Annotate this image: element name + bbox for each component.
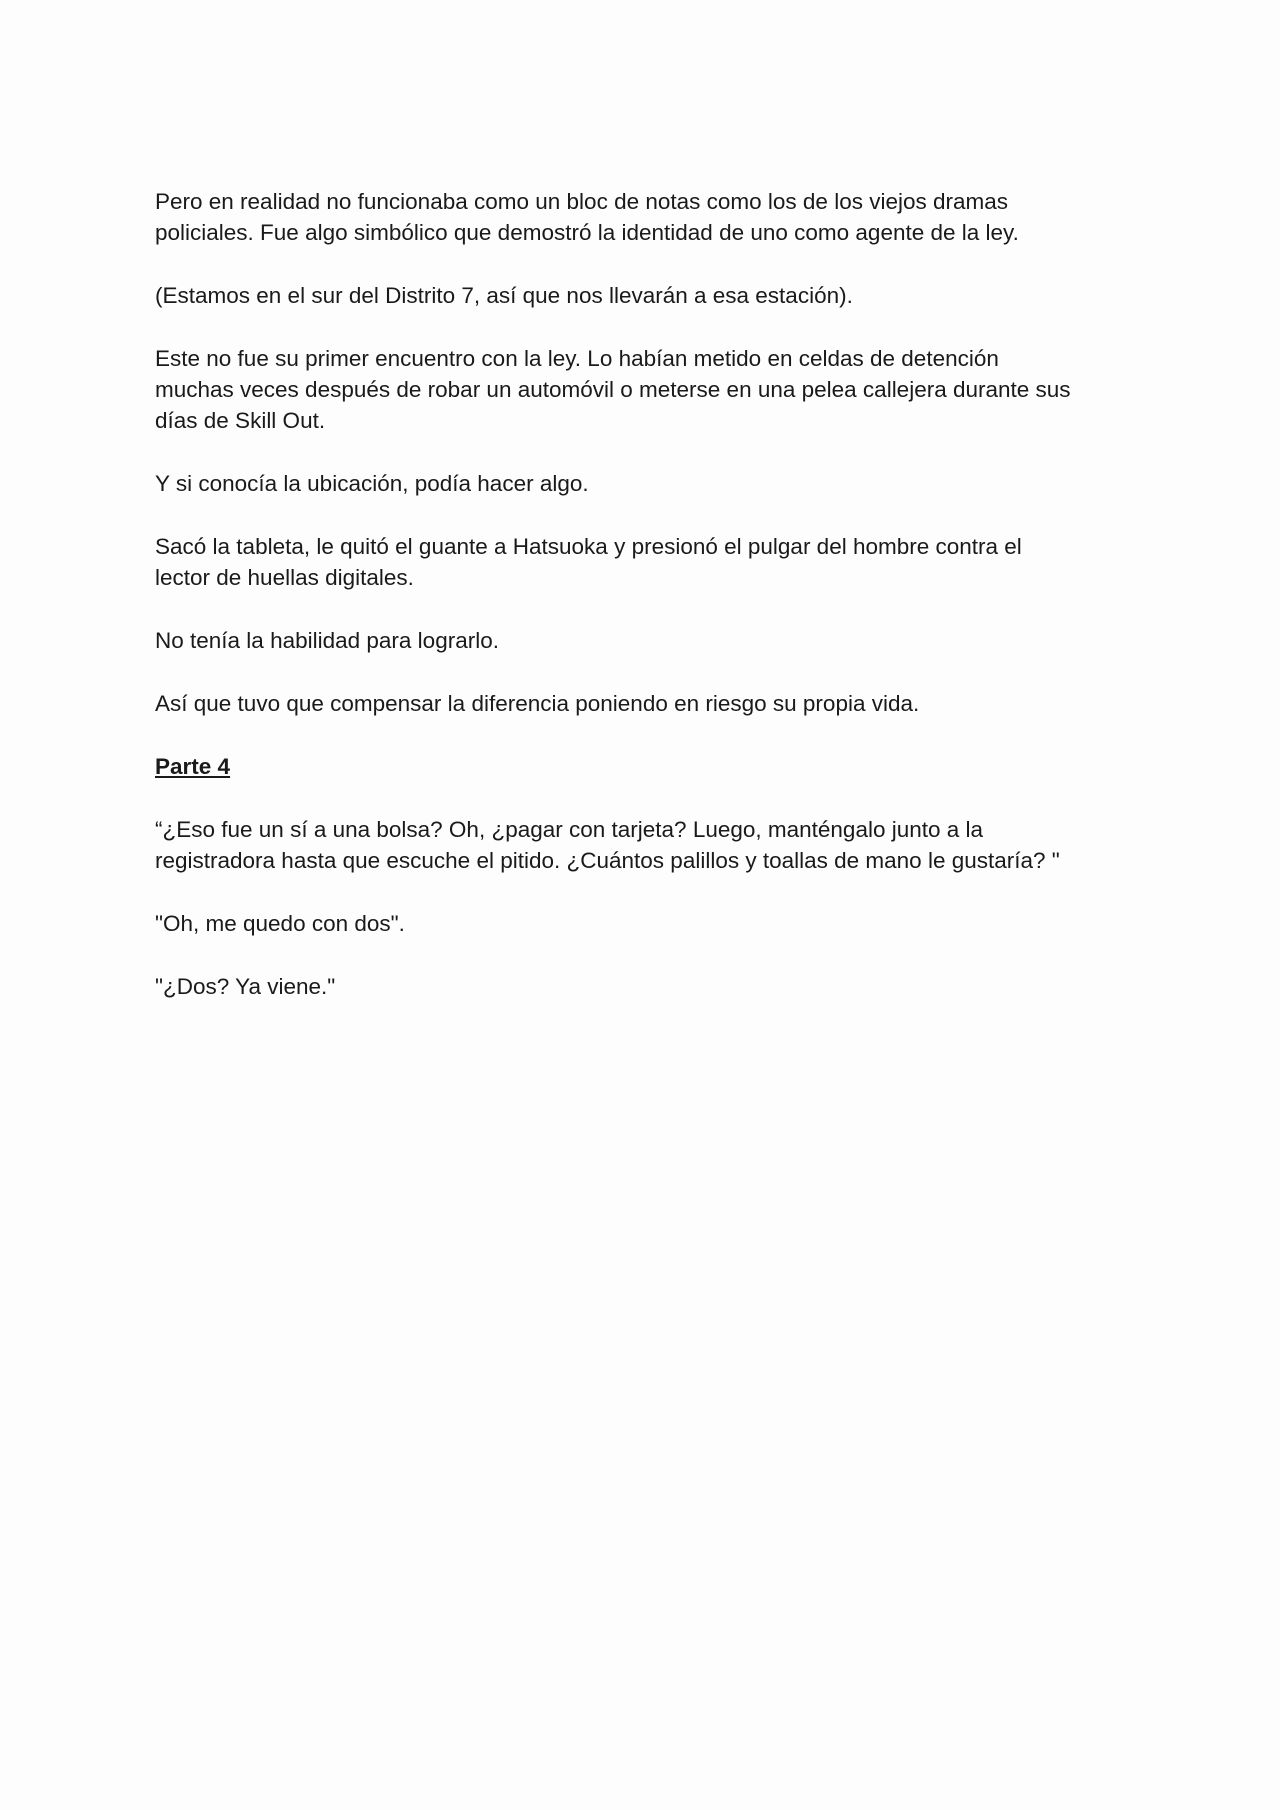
text-line: registradora hasta que escuche el pitido. ¿Cuántos palillos y toallas de mano le gustaría? " [155, 848, 1060, 873]
text-line: Sacó la tableta, le quitó el guante a Hatsuoka y presionó el pulgar del hombre contra el [155, 534, 1022, 559]
paragraph-6 [155, 625, 1155, 656]
paragraph-5 [155, 531, 1155, 593]
paragraph-7 [155, 688, 1155, 719]
text-line: Y si conocía la ubicación, podía hacer algo. [155, 471, 589, 496]
text-line: “¿Eso fue un sí a una bolsa? Oh, ¿pagar con tarjeta? Luego, manténgalo junto a la [155, 817, 984, 842]
section-heading [155, 751, 1155, 782]
text-line: Pero en realidad no funcionaba como un bloc de notas como los de los viejos dramas [155, 189, 1009, 214]
text-line: lector de huellas digitales. [155, 565, 414, 590]
text-line: policiales. Fue algo simbólico que demostró la identidad de uno como agente de la ley. [155, 220, 1019, 245]
paragraph-2 [155, 280, 1155, 311]
paragraph-4 [155, 468, 1155, 499]
text-line: (Estamos en el sur del Distrito 7, así que nos llevarán a esa estación). [155, 283, 853, 308]
paragraph-8 [155, 814, 1155, 876]
text-line: Este no fue su primer encuentro con la ley. Lo habían metido en celdas de detención [155, 346, 999, 371]
text-line: muchas veces después de robar un automóvil o meterse en una pelea callejera durante sus [155, 377, 1071, 402]
paragraph-1 [155, 186, 1155, 248]
text-line: Así que tuvo que compensar la diferencia poniendo en riesgo su propia vida. [155, 691, 920, 716]
heading-text: Parte 4 [155, 754, 231, 779]
paragraph-9 [155, 908, 1155, 939]
text-line: "¿Dos? Ya viene." [155, 974, 336, 999]
paragraph-3 [155, 343, 1155, 436]
text-line: "Oh, me quedo con dos". [155, 911, 405, 936]
text-line: No tenía la habilidad para lograrlo. [155, 628, 499, 653]
paragraph-10 [155, 971, 1155, 1002]
document-page [155, 186, 1155, 1034]
text-line: días de Skill Out. [155, 408, 326, 433]
